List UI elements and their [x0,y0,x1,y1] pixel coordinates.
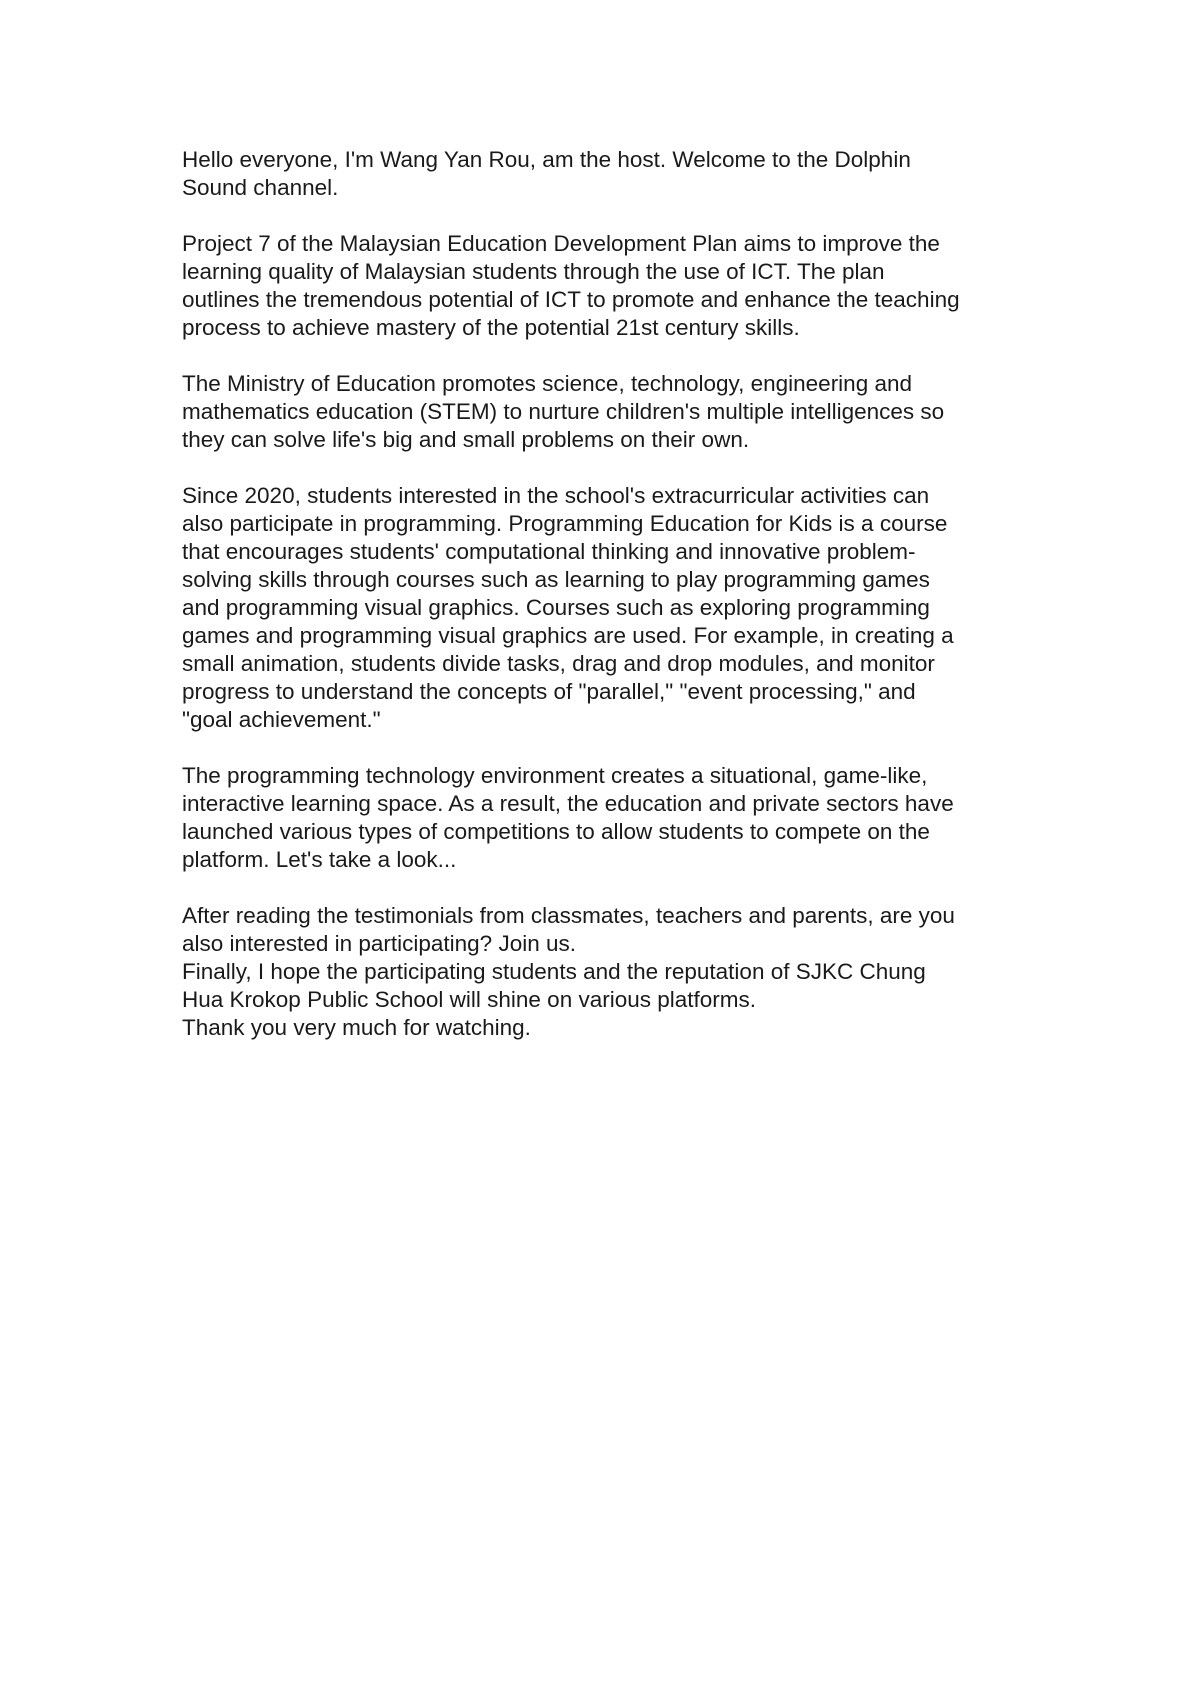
paragraph-programming [182,482,1032,734]
text-line: "goal achievement." [182,707,381,732]
paragraph-closing [182,902,1032,1042]
text-line: also participate in programming. Programming Education for Kids is a course [182,511,948,536]
paragraph-project-7 [182,230,1032,342]
text-line: also interested in participating? Join us. [182,931,576,956]
paragraph-intro [182,146,1032,202]
text-line: Hello everyone, I'm Wang Yan Rou, am the host. Welcome to the Dolphin [182,147,911,172]
text-line: platform. Let's take a look... [182,847,457,872]
text-line: The programming technology environment creates a situational, game-like, [182,763,928,788]
text-line: Thank you very much for watching. [182,1015,531,1040]
text-line: Sound channel. [182,175,339,200]
text-line: they can solve life's big and small problems on their own. [182,427,750,452]
document-body [182,146,1032,1070]
text-line: progress to understand the concepts of "parallel," "event processing," and [182,679,916,704]
text-line: learning quality of Malaysian students through the use of ICT. The plan [182,259,885,284]
text-line: outlines the tremendous potential of ICT to promote and enhance the teaching [182,287,960,312]
text-line: that encourages students' computational thinking and innovative problem- [182,539,916,564]
text-line: launched various types of competitions to allow students to compete on the [182,819,930,844]
text-line: games and programming visual graphics are used. For example, in creating a [182,623,954,648]
text-line: solving skills through courses such as learning to play programming games [182,567,930,592]
text-line: After reading the testimonials from classmates, teachers and parents, are you [182,903,955,928]
paragraph-competitions [182,762,1032,874]
text-line: mathematics education (STEM) to nurture children's multiple intelligences so [182,399,945,424]
text-line: and programming visual graphics. Courses such as exploring programming [182,595,930,620]
paragraph-stem [182,370,1032,454]
text-line: interactive learning space. As a result, the education and private sectors have [182,791,954,816]
text-line: Finally, I hope the participating students and the reputation of SJKC Chung [182,959,926,984]
text-line: process to achieve mastery of the potential 21st century skills. [182,315,800,340]
text-line: small animation, students divide tasks, drag and drop modules, and monitor [182,651,935,676]
text-line: The Ministry of Education promotes science, technology, engineering and [182,371,912,396]
text-line: Hua Krokop Public School will shine on various platforms. [182,987,757,1012]
text-line: Project 7 of the Malaysian Education Development Plan aims to improve the [182,231,940,256]
text-line: Since 2020, students interested in the school's extracurricular activities can [182,483,930,508]
